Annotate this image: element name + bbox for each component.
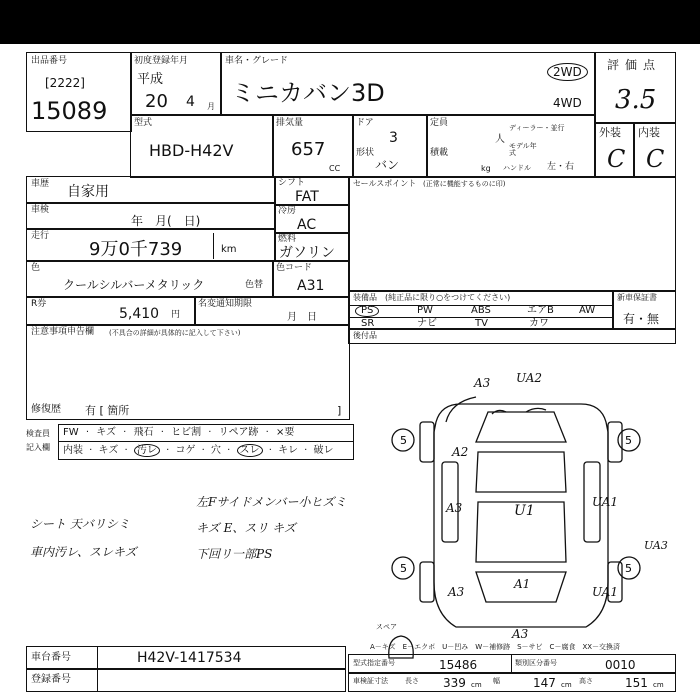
equip-pw: PW <box>417 305 433 316</box>
color-label: 色 <box>31 263 41 273</box>
dent-mark-5-fr: 5 <box>625 434 632 447</box>
height-value: 151 <box>625 676 648 690</box>
class-number: 0010 <box>605 658 636 672</box>
ext-value: C <box>607 145 626 173</box>
mark-ua3: UA3 <box>644 539 668 552</box>
height-label: 高さ <box>579 677 593 685</box>
car-name: ミニカバン3D <box>231 79 385 107</box>
mark-ua1-rear: UA1 <box>592 585 619 599</box>
notes-box <box>26 324 350 420</box>
chassis-number: H42V-1417534 <box>137 650 242 666</box>
model-year-label: モデル年式 <box>509 142 537 157</box>
int-value: C <box>646 145 665 173</box>
mileage-row <box>26 228 276 262</box>
name-change-value: 月 日 <box>287 312 317 323</box>
height-unit: cm <box>653 681 664 689</box>
shift-cell <box>274 176 350 206</box>
equip-navi: ナビ <box>417 318 437 329</box>
insp-hibiware: ヒビ割 <box>171 427 202 438</box>
dent-mark-5-rr: 5 <box>625 562 632 575</box>
color-code-cell <box>272 260 350 298</box>
mark-a3-rear: A3 <box>448 585 465 599</box>
inspector-row-2: 内装 · キズ · 汚レ · コゲ · 穴 · スレ · キレ · 破レ <box>63 445 334 456</box>
type-row <box>348 654 676 674</box>
load-unit: kg <box>481 164 491 173</box>
door-box <box>352 114 428 178</box>
chassis-label: 車台番号 <box>31 652 71 663</box>
lot-number: 15089 <box>31 97 108 125</box>
warranty-label: 新車保証書 <box>617 293 657 302</box>
dims-row <box>348 672 676 692</box>
inspector-grid <box>58 424 354 460</box>
equip-airbag: エアB <box>527 305 554 316</box>
model-box <box>130 114 274 178</box>
mark-ua1-side: UA1 <box>592 495 619 509</box>
length-value: 339 <box>443 676 466 690</box>
usage-value: 自家用 <box>67 184 109 200</box>
width-label: 幅 <box>493 677 500 685</box>
car-box <box>220 52 596 116</box>
mark-ua2: UA2 <box>516 371 543 385</box>
repair-value: 有 [ 箇所 <box>85 404 130 417</box>
chassis-row <box>26 646 346 670</box>
class-label: 類別区分番号 <box>515 659 557 667</box>
cap-unit: 人 <box>495 134 505 145</box>
lot-sub: [2222] <box>45 76 85 90</box>
note-seat: シート 天バリシミ <box>30 517 130 531</box>
notes-sub: (不具合の詳細が具体的に記入して下さい) <box>109 329 241 337</box>
mark-a3-bottom: A3 <box>512 627 529 641</box>
color-change-label: 色替 <box>245 280 264 290</box>
reg-no-label: 登録番号 <box>31 674 71 685</box>
note-underbody: 下回リ一部PS <box>196 547 273 561</box>
insp-yogore: 汚レ <box>134 444 160 457</box>
model-code: HBD-H42V <box>149 141 234 160</box>
reg-box <box>130 52 222 116</box>
note-interior: 車内汚レ、スレキズ <box>30 545 137 559</box>
equip-sr: SR <box>361 318 375 329</box>
type-number: 15486 <box>439 658 478 672</box>
mark-a2: A2 <box>452 445 469 459</box>
mark-a3-top: A3 <box>474 376 491 390</box>
inspector-row-1: FW · キズ · 飛石 · ヒビ割 · リペア跡 · ×要 <box>63 427 295 438</box>
disp-label: 排気量 <box>276 118 304 128</box>
insp-kire: キレ <box>278 445 298 456</box>
aftermarket-box <box>348 328 676 344</box>
equip-label: 装備品 <box>353 293 377 302</box>
reg-label: 初度登録年月 <box>134 56 189 66</box>
insp-yabure: 破レ <box>313 445 334 456</box>
era: 平成 <box>137 72 164 87</box>
equip-tv: TV <box>475 318 488 329</box>
length-unit: cm <box>471 681 482 689</box>
cap-box <box>426 114 596 178</box>
dent-mark-5-rl: 5 <box>400 562 407 575</box>
reg-no-row <box>26 668 346 692</box>
yen-unit: 円 <box>171 310 181 320</box>
model-label: 型式 <box>134 118 153 128</box>
sales-box <box>348 176 676 292</box>
lot-label: 出品番号 <box>31 56 68 66</box>
mark-u1: U1 <box>514 503 535 519</box>
mileage-label: 走行 <box>31 231 50 241</box>
reg-month: 4 <box>186 94 195 110</box>
cc-unit: CC <box>329 164 341 173</box>
fuel-value: ガソリン <box>279 245 335 261</box>
length-label: 長さ <box>405 677 419 685</box>
top-black-bar <box>0 0 700 44</box>
width-unit: cm <box>561 681 572 689</box>
fuel-label: 燃料 <box>278 234 297 244</box>
usage-row <box>26 176 276 204</box>
equip-leather: カワ <box>529 318 549 329</box>
dent-mark-5-fl: 5 <box>400 434 407 447</box>
name-change-cell <box>194 296 350 326</box>
grade-value: 3.5 <box>615 85 657 115</box>
tax-label: R券 <box>31 299 47 309</box>
car-label: 車名・グレード <box>225 56 289 66</box>
int-box <box>633 122 676 178</box>
ac-label: 冷房 <box>278 206 297 216</box>
shape-label: 形状 <box>356 148 375 158</box>
equip-abs: ABS <box>471 305 491 316</box>
lot-box <box>26 52 132 132</box>
warranty-box <box>612 290 676 330</box>
aftermarket-label: 後付品 <box>353 331 377 340</box>
dims-label: 車検証寸法 <box>353 677 388 685</box>
warranty-value: 有・無 <box>623 312 660 326</box>
dealer-label: ディーラー・並行 <box>509 124 565 132</box>
month-unit: 月 <box>207 102 215 111</box>
shift-label: シフト <box>278 178 306 188</box>
shift-value: FAT <box>295 189 319 205</box>
inspector-label-1: 検査員 <box>26 429 50 438</box>
insp-fw: FW <box>63 427 79 438</box>
ext-label: 外装 <box>599 126 621 139</box>
repair-label: 修復歴 <box>31 404 61 415</box>
insp-int-kizu: キズ <box>98 445 119 456</box>
note-member: 左Fサイドメンバー小ヒズミ <box>196 495 347 509</box>
sales-sub: (正常に機能するものに印) <box>423 180 506 188</box>
insp-kizu: キズ <box>96 427 116 438</box>
cap-label: 定員 <box>430 118 449 128</box>
tax-row <box>26 296 196 326</box>
equip-sub: (純正品に限り○をつけてください) <box>385 293 511 302</box>
grade-label: 評価点 <box>607 58 662 72</box>
ext-box <box>594 122 635 178</box>
door-label: ドア <box>356 118 374 128</box>
shape: バン <box>375 158 400 172</box>
handle-value: 左・右 <box>547 162 575 172</box>
load-label: 積載 <box>430 148 449 158</box>
ac-value: AC <box>297 217 317 233</box>
equip-aw: AW <box>579 305 596 316</box>
color-code-label: 色コード <box>276 263 313 273</box>
ac-cell <box>274 204 350 234</box>
equip-ps: PS <box>355 305 379 317</box>
insp-sure: スレ <box>237 444 263 457</box>
insp-interior: 内装 <box>63 445 83 456</box>
usage-label: 車歴 <box>31 179 50 189</box>
color-value: クールシルバーメタリック <box>63 278 205 292</box>
grade-box <box>594 52 676 124</box>
km-unit: km <box>221 244 237 255</box>
tax-value: 5,410 <box>119 306 160 322</box>
inspection-label: 車検 <box>31 205 50 215</box>
mileage-value: 9万0千739 <box>89 239 183 260</box>
type-label: 型式指定番号 <box>353 659 395 667</box>
note-scratch: キズ E、スリ キズ <box>196 521 296 535</box>
auction-sheet <box>26 52 676 692</box>
inspection-value: 年 月( 日) <box>131 214 201 228</box>
sales-label: セールスポイント <box>353 179 417 188</box>
spare-label: スペア <box>376 623 397 631</box>
inspector-label-2: 記入欄 <box>26 443 50 452</box>
width-value: 147 <box>533 676 556 690</box>
mark-a1: A1 <box>514 577 531 591</box>
int-label: 内装 <box>638 126 660 139</box>
notes-label: 注意事項申告欄 <box>31 327 95 337</box>
damage-legend: A－キズ E－エクボ U－凹み W－補修跡 S－サビ C－腐食 XX－交換済 <box>370 643 621 651</box>
door-count: 3 <box>389 130 398 146</box>
fuel-cell <box>274 232 350 262</box>
repair-close: ] <box>337 404 342 417</box>
drive-2wd: 2WD <box>547 63 588 81</box>
color-row <box>26 260 274 298</box>
inspection-row <box>26 202 276 230</box>
equip-box <box>348 290 614 330</box>
insp-koge: コゲ <box>175 445 196 456</box>
displacement: 657 <box>291 139 326 160</box>
insp-repair: リペア跡 <box>218 427 259 438</box>
handle-label: ハンドル <box>503 164 531 172</box>
color-code: A31 <box>297 278 325 294</box>
drive-4wd: 4WD <box>553 96 582 110</box>
mark-a3-left: A3 <box>446 501 463 515</box>
insp-ana: 穴 <box>211 445 221 456</box>
insp-need: ×要 <box>276 427 295 438</box>
insp-tobiishi: 飛石 <box>133 427 154 438</box>
reg-year: 20 <box>145 91 168 112</box>
name-change-label: 名変通知期限 <box>198 299 253 309</box>
disp-box <box>272 114 354 178</box>
